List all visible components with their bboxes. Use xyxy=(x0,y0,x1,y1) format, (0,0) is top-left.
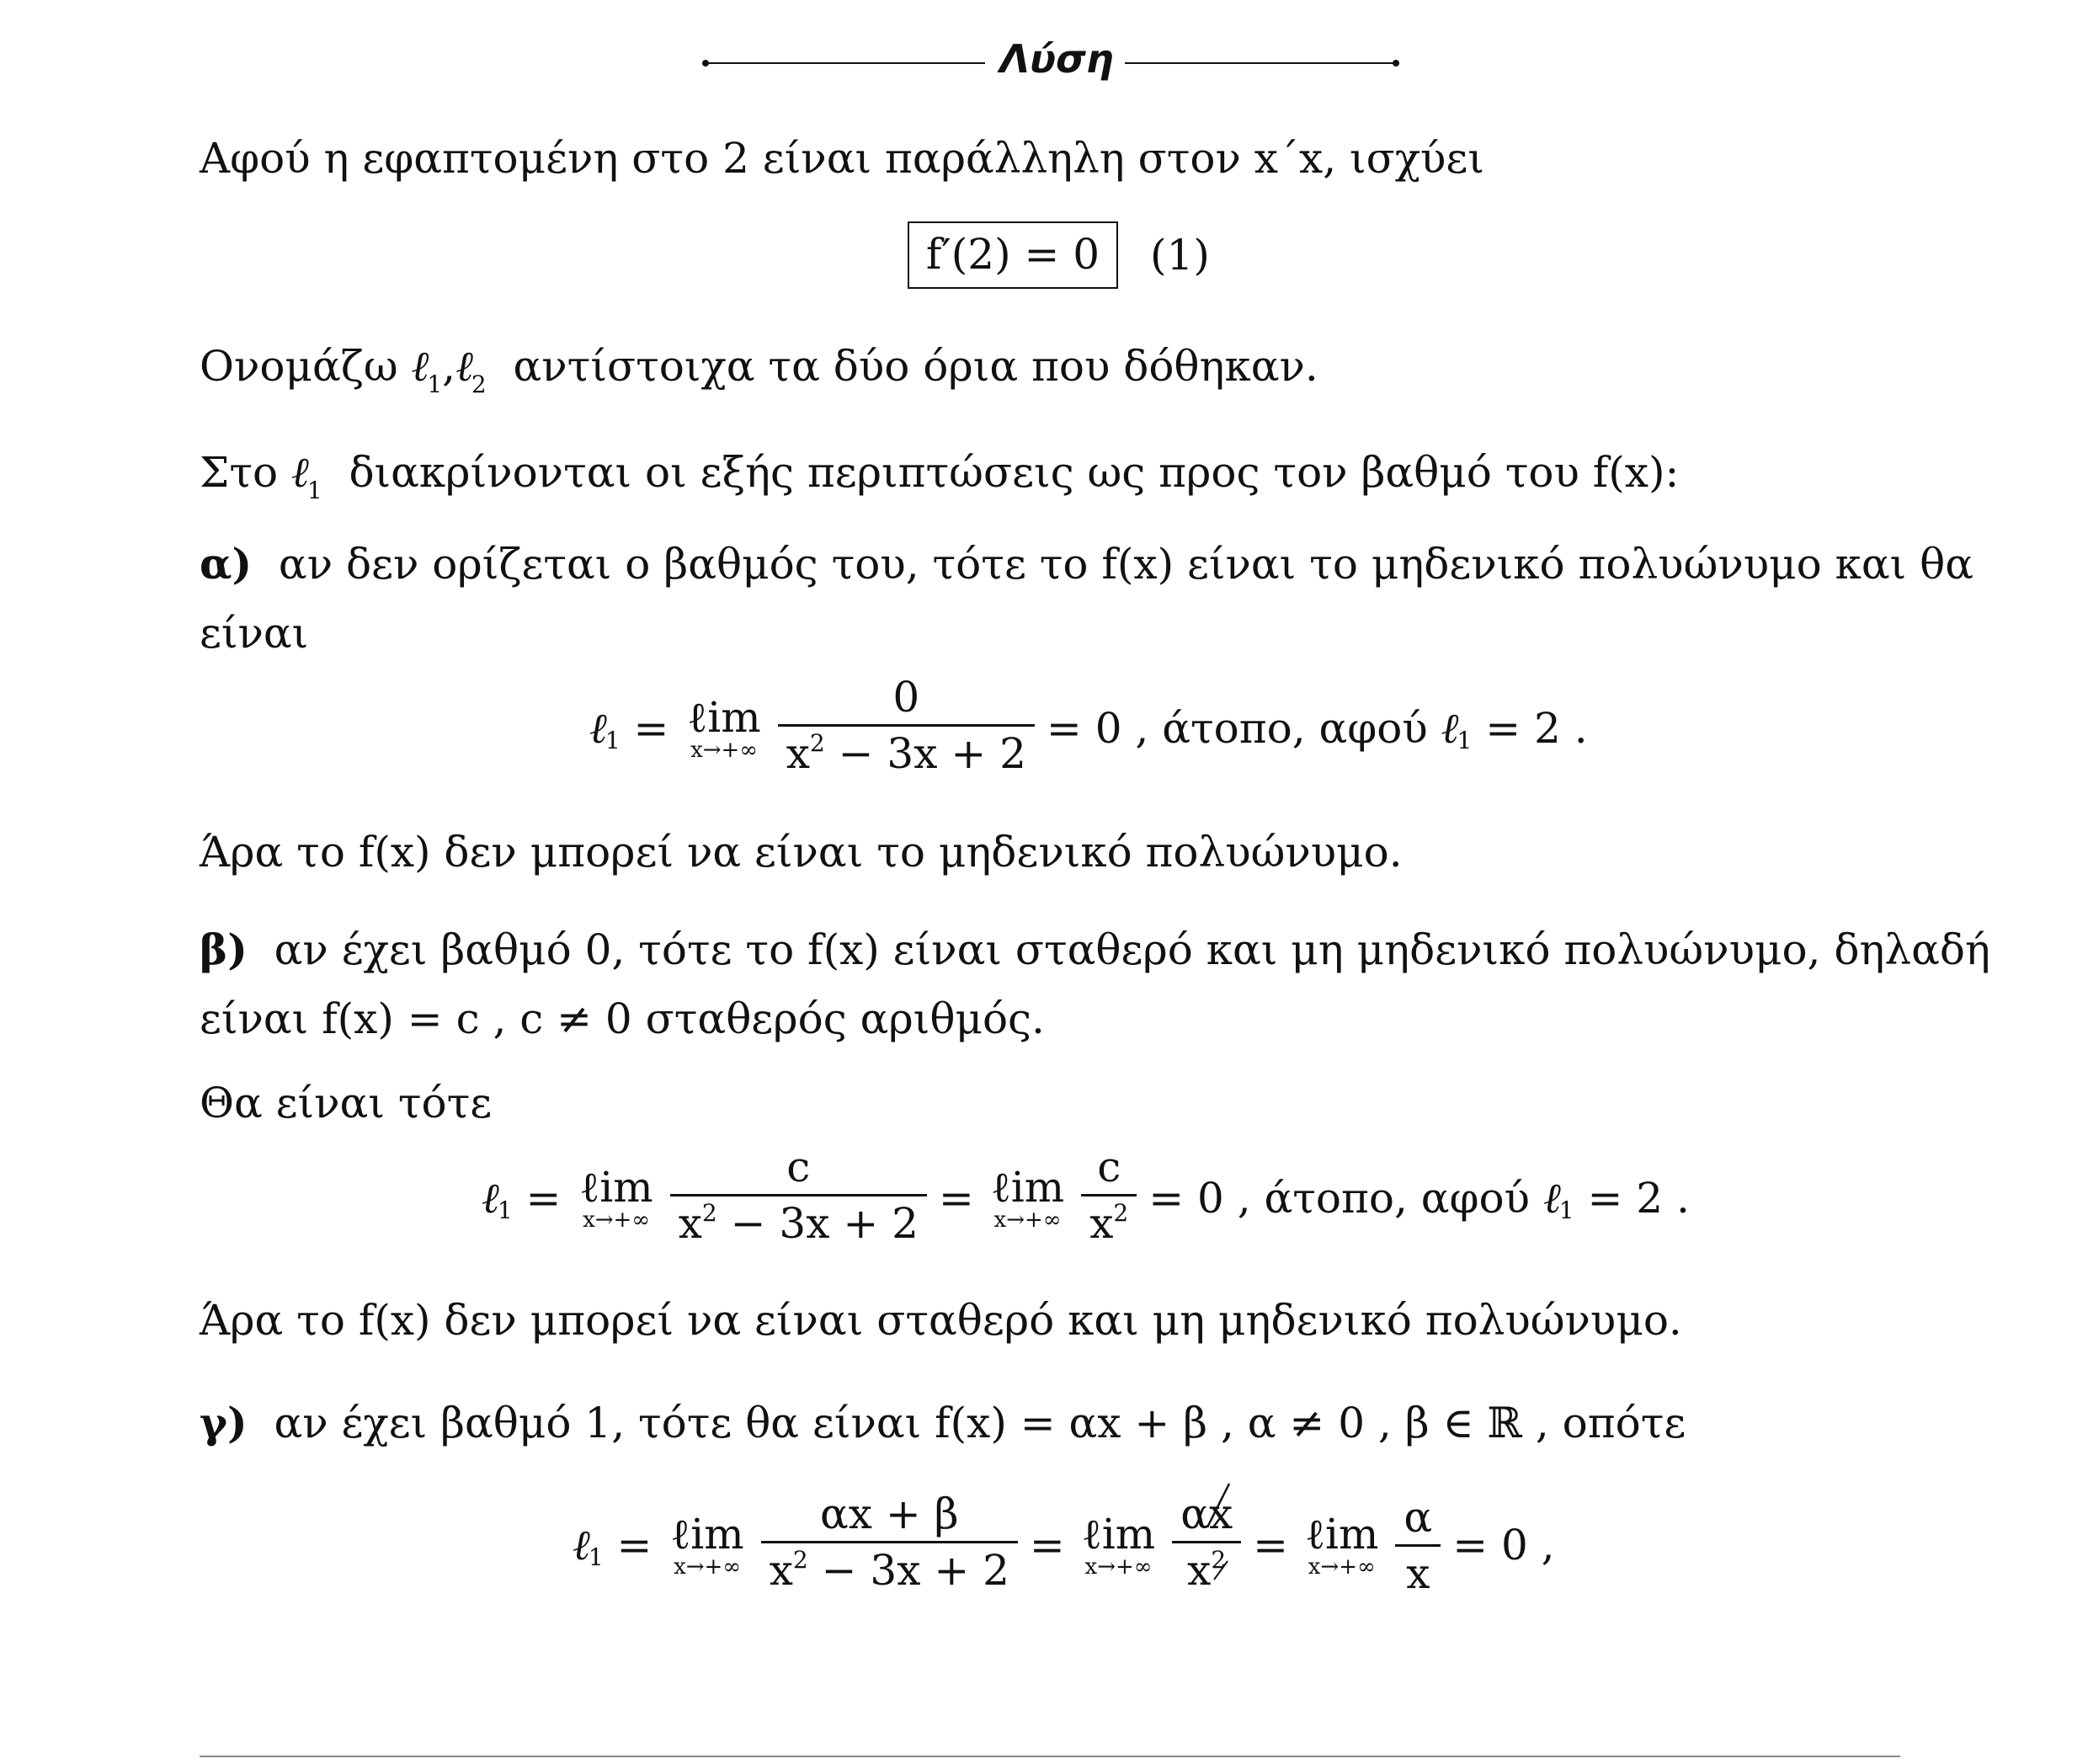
case-a-line1: α) αν δεν ορίζεται ο βαθμός του, τότε το f(x) είναι το μηδενικό πολυώνυμο και θα xyxy=(200,539,1974,589)
limit-operator: ℓim x→+∞ xyxy=(1305,1510,1379,1580)
case-b-line2: είναι f(x) = c , c ≠ 0 σταθερός αριθμός. xyxy=(200,994,1045,1043)
conclusion-b: Άρα το f(x) δεν μπορεί να είναι σταθερό και μη μηδενικό πολυώνυμο. xyxy=(200,1296,1682,1345)
limit-operator: ℓim x→+∞ xyxy=(670,1510,744,1580)
fraction: $\frac{c}{x^2}$ xyxy=(1081,1143,1137,1254)
header-right-dot xyxy=(1393,60,1399,67)
case-c-line1: γ) αν έχει βαθμό 1, τότε θα είναι f(x) = αx + β , α ≠ 0 , β ∈ ℝ , οπότε xyxy=(200,1398,1686,1447)
cases-intro-paragraph: Στο ℓ$_1$ διακρίνονται οι εξής περιπτώσεις ως προς τον βαθμό του f(x): xyxy=(200,448,1680,504)
formula-case-b: ℓ 1 = ℓim x→+∞ $\frac{c}{x^2 - 3x + 2}$ = ℓim x→+∞ $\frac{c}{x^2}$ = 0 , άτοπο, αφού ℓ 1 = 2 . xyxy=(482,1143,1690,1254)
cancel-strike-marks xyxy=(1189,1477,1256,1595)
header-left-rule xyxy=(706,62,985,64)
fraction-cancelled: $\frac{\alpha x}{x^2}$ xyxy=(1172,1490,1241,1601)
case-a-line2: είναι xyxy=(200,609,309,658)
formula-case-c: ℓ 1 = ℓim x→+∞ $\frac{\alpha x + \beta}{x^2 - 3x + 2}$ = ℓim x→+∞ $\frac{\alpha x}{x^2}$ = ℓim x→+∞ $\frac{\alpha}{x}$ = 0 , xyxy=(573,1490,1555,1601)
bottom-rule xyxy=(200,1756,1900,1757)
then-paragraph: Θα είναι τότε xyxy=(200,1079,493,1127)
fraction: $\frac{c}{x^2 - 3x + 2}$ xyxy=(670,1143,927,1254)
naming-paragraph: Ονομάζω ℓ$_1$,ℓ$_2$ αντίστοιχα τα δύο όρια που δόθηκαν. xyxy=(200,342,1318,398)
case-b-label: β) xyxy=(200,925,248,974)
limit-operator: ℓim x→+∞ xyxy=(579,1163,653,1234)
intro-paragraph: Αφού η εφαπτομένη στο 2 είναι παράλληλη στον x΄x, ισχύει xyxy=(200,134,1484,183)
boxed-equation: f′(2) = 0 xyxy=(908,221,1118,289)
fraction: $\frac{\alpha x + \beta}{x^2 - 3x + 2}$ xyxy=(761,1490,1018,1601)
equation-label: (1) xyxy=(1150,231,1210,280)
fraction: $\frac{0}{x^2 - 3x + 2}$ xyxy=(778,674,1035,784)
header-right-rule xyxy=(1125,62,1396,64)
case-b-line1: β) αν έχει βαθμό 0, τότε το f(x) είναι σταθερό και μη μηδενικό πολυώνυμο, δηλαδή xyxy=(200,925,1990,974)
limit-operator: ℓim x→+∞ xyxy=(990,1163,1065,1234)
header-title: Λύση xyxy=(999,36,1114,82)
case-c-label: γ) xyxy=(200,1398,248,1447)
case-a-label: α) xyxy=(200,539,253,589)
conclusion-a: Άρα το f(x) δεν μπορεί να είναι το μηδενικό πολυώνυμο. xyxy=(200,828,1403,877)
formula-case-a: ℓ 1 = ℓim x→+∞ $\frac{0}{x^2 - 3x + 2}$ = 0 , άτοπο, αφού ℓ 1 = 2 . xyxy=(589,674,1588,784)
limit-operator: ℓim x→+∞ xyxy=(687,693,761,764)
limit-operator: ℓim x→+∞ xyxy=(1081,1510,1156,1580)
fraction: $\frac{\alpha}{x}$ xyxy=(1395,1494,1441,1597)
